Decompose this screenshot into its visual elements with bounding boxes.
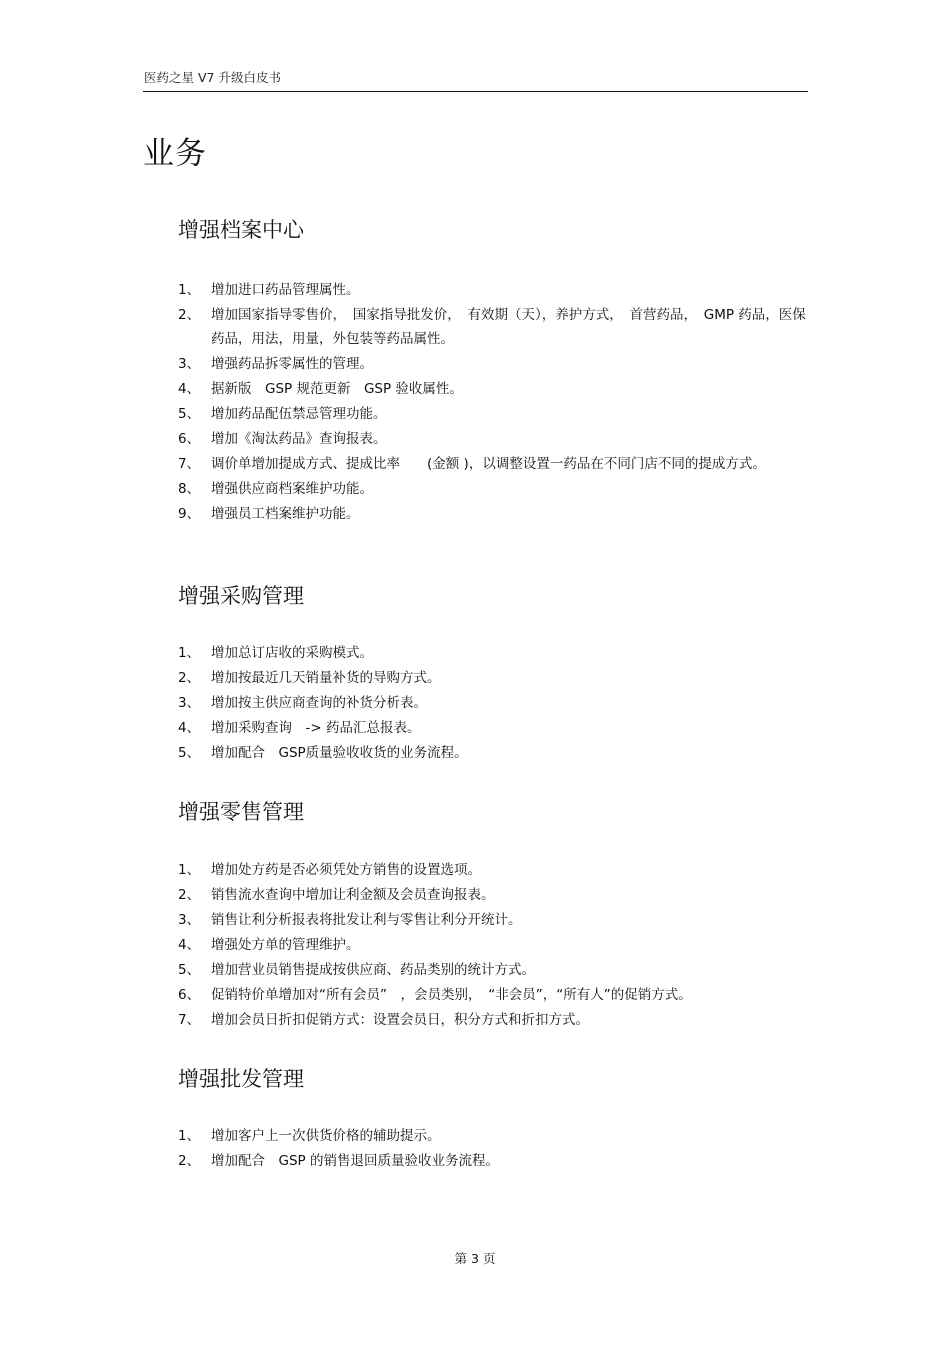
section-heading: 增强零售管理 — [178, 800, 304, 824]
list-item — [178, 1124, 808, 1148]
item-text: 增加药品配伍禁忌管理功能。 — [211, 406, 387, 422]
item-text: 增加配合 GSP 的销售退回质量验收业务流程。 — [211, 1153, 499, 1169]
item-text: 增加会员日折扣促销方式：设置会员日，积分方式和折扣方式。 — [211, 1012, 589, 1028]
section-heading: 增强批发管理 — [178, 1067, 304, 1091]
item-number: 3、 — [178, 695, 201, 711]
item-text: 增强药品拆零属性的管理。 — [211, 356, 373, 372]
list-item — [178, 427, 808, 451]
item-number: 2、 — [178, 887, 201, 903]
list-item — [178, 883, 808, 907]
item-text: 增加营业员销售提成按供应商、药品类别的统计方式。 — [211, 962, 535, 978]
list-item — [178, 1008, 808, 1032]
list-item — [178, 1149, 808, 1173]
item-number: 7、 — [178, 456, 201, 472]
item-list — [178, 641, 808, 766]
list-item — [178, 477, 808, 501]
page-title: 业务 — [143, 136, 207, 172]
list-item — [178, 352, 808, 376]
item-text: 销售让利分析报表将批发让利与零售让利分开统计。 — [211, 912, 522, 928]
item-number: 5、 — [178, 745, 201, 761]
list-item — [178, 933, 808, 957]
item-number: 7、 — [178, 1012, 201, 1028]
item-list — [178, 278, 808, 527]
item-number: 5、 — [178, 962, 201, 978]
document-header: 医药之星 V7 升级白皮书 — [144, 70, 281, 85]
item-text: 增加客户上一次供货价格的辅助提示。 — [211, 1128, 441, 1144]
section-purchase-management — [178, 580, 808, 761]
list-item — [178, 402, 808, 426]
item-text: 增加国家指导零售价， 国家指导批发价， 有效期（天），养护方式， 首营药品， GMP 药品，医保药品，用法，用量，外包装等药品属性。 — [211, 307, 806, 347]
item-number: 1、 — [178, 645, 201, 661]
item-text: 增强处方单的管理维护。 — [211, 937, 360, 953]
item-list — [178, 1124, 808, 1174]
item-text: 增加按主供应商查询的补货分析表。 — [211, 695, 427, 711]
list-item — [178, 502, 808, 526]
item-text: 促销特价单增加对“所有会员” ，会员类别， “非会员”，“所有人”的促销方式。 — [211, 987, 692, 1003]
list-item — [178, 278, 808, 302]
item-text: 增加进口药品管理属性。 — [211, 282, 360, 298]
item-number: 5、 — [178, 406, 201, 422]
list-item — [178, 983, 808, 1007]
item-text: 增加总订店收的采购模式。 — [211, 645, 373, 661]
item-number: 6、 — [178, 987, 201, 1003]
header-divider — [143, 91, 808, 92]
list-item — [178, 641, 808, 665]
item-text: 据新版 GSP 规范更新 GSP 验收属性。 — [211, 381, 463, 397]
item-number: 3、 — [178, 356, 201, 372]
page-number: 第 3 页 — [454, 1251, 496, 1266]
item-text: 增加配合 GSP质量验收收货的业务流程。 — [211, 745, 468, 761]
item-text: 增加采购查询 -> 药品汇总报表。 — [211, 720, 421, 736]
list-item — [178, 377, 808, 401]
list-item — [178, 691, 808, 715]
list-item — [178, 666, 808, 690]
item-number: 2、 — [178, 307, 201, 323]
list-item — [178, 452, 808, 476]
item-list — [178, 858, 808, 1033]
item-number: 6、 — [178, 431, 201, 447]
item-text: 增强供应商档案维护功能。 — [211, 481, 373, 497]
section-heading: 增强采购管理 — [178, 584, 304, 608]
list-item — [178, 858, 808, 882]
list-item — [178, 958, 808, 982]
item-text: 增加《淘汰药品》查询报表。 — [211, 431, 387, 447]
item-number: 9、 — [178, 506, 201, 522]
item-number: 3、 — [178, 912, 201, 928]
list-item — [178, 908, 808, 932]
item-number: 1、 — [178, 1128, 201, 1144]
section-archive-center — [178, 214, 808, 522]
item-number: 4、 — [178, 937, 201, 953]
list-item — [178, 303, 808, 351]
item-number: 4、 — [178, 720, 201, 736]
item-number: 1、 — [178, 282, 201, 298]
item-text: 增加按最近几天销量补货的导购方式。 — [211, 670, 441, 686]
section-heading: 增强档案中心 — [178, 218, 304, 242]
item-number: 4、 — [178, 381, 201, 397]
list-item — [178, 716, 808, 740]
list-item — [178, 741, 808, 765]
item-text: 调价单增加提成方式、提成比率 (金额 )，以调整设置一药品在不同门店不同的提成方式。 — [211, 456, 766, 472]
item-number: 8、 — [178, 481, 201, 497]
item-text: 增加处方药是否必须凭处方销售的设置选项。 — [211, 862, 481, 878]
item-number: 2、 — [178, 1153, 201, 1169]
item-number: 2、 — [178, 670, 201, 686]
section-retail-management — [178, 796, 808, 1028]
item-number: 1、 — [178, 862, 201, 878]
item-text: 销售流水查询中增加让利金额及会员查询报表。 — [211, 887, 495, 903]
section-wholesale-management — [178, 1063, 808, 1169]
item-text: 增强员工档案维护功能。 — [211, 506, 360, 522]
